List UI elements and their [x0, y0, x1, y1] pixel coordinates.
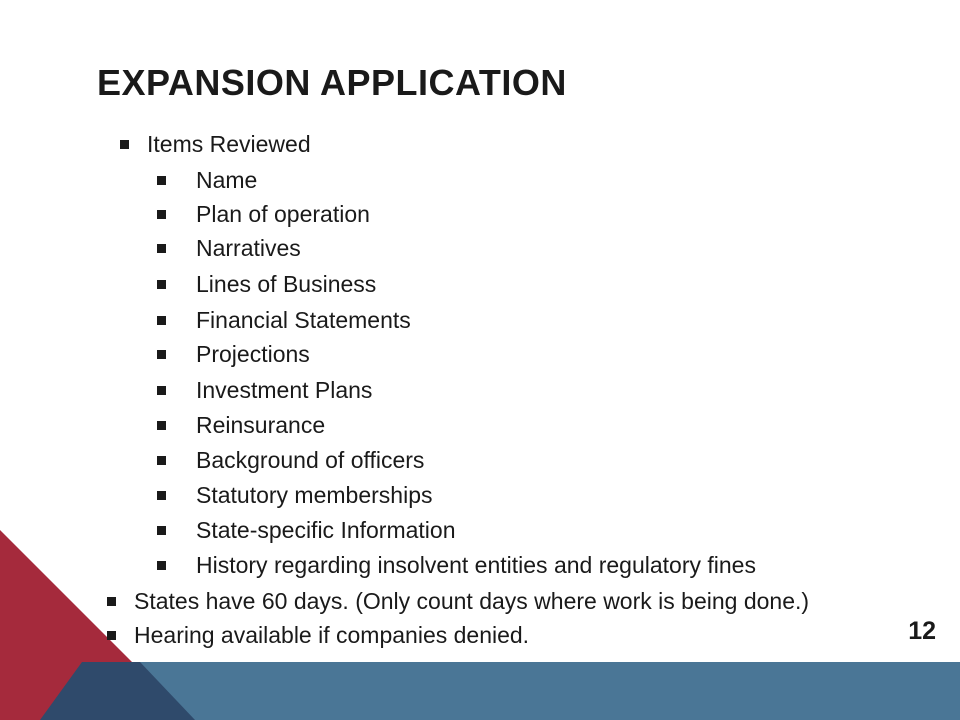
bullet-icon	[157, 456, 166, 465]
list-item	[196, 200, 370, 228]
list-item	[196, 234, 301, 262]
bullet-icon	[157, 561, 166, 570]
list-item	[196, 270, 376, 298]
bullet-icon	[157, 526, 166, 535]
list-item-text: Name	[196, 167, 258, 193]
list-item-text: History regarding insolvent entities and regulatory fines	[196, 552, 756, 578]
list-item-text: Projections	[196, 341, 310, 367]
bullet-icon	[157, 491, 166, 500]
list-item-text: Hearing available if companies denied.	[134, 622, 530, 648]
bullet-icon	[157, 386, 166, 395]
page-number: 12	[908, 617, 936, 645]
list-item-text: Background of officers	[196, 447, 425, 473]
list-item-text: Items Reviewed	[147, 131, 311, 157]
list-item	[196, 481, 432, 509]
list-item-text: State-specific Information	[196, 517, 456, 543]
bullet-icon	[157, 316, 166, 325]
list-item-text: Narratives	[196, 235, 301, 261]
list-item	[196, 166, 257, 194]
bullet-icon	[157, 244, 166, 253]
list-item	[196, 516, 456, 544]
list-item-text: Statutory memberships	[196, 482, 433, 508]
slide-title: EXPANSION APPLICATION	[97, 62, 567, 103]
list-item-text: Lines of Business	[196, 271, 377, 297]
list-item	[196, 411, 325, 439]
blue-footer-band	[140, 662, 960, 720]
bullet-icon	[107, 631, 116, 640]
bullet-icon	[157, 350, 166, 359]
bullet-icon	[157, 280, 166, 289]
bullet-icon	[157, 210, 166, 219]
bullet-icon	[157, 176, 166, 185]
bullet-icon	[107, 597, 116, 606]
list-item-text: States have 60 days. (Only count days where work is being done.)	[134, 588, 810, 614]
bullet-icon	[120, 140, 129, 149]
list-item	[147, 130, 311, 158]
list-item-text: Financial Statements	[196, 307, 411, 333]
list-item-text: Plan of operation	[196, 201, 370, 227]
list-item	[196, 376, 372, 404]
list-item	[196, 340, 310, 368]
list-item	[196, 446, 424, 474]
list-item	[196, 551, 756, 579]
bullet-icon	[157, 421, 166, 430]
list-item	[134, 587, 809, 615]
list-item	[134, 621, 529, 649]
list-item-text: Investment Plans	[196, 377, 373, 403]
list-item-text: Reinsurance	[196, 412, 326, 438]
list-item	[196, 306, 411, 334]
